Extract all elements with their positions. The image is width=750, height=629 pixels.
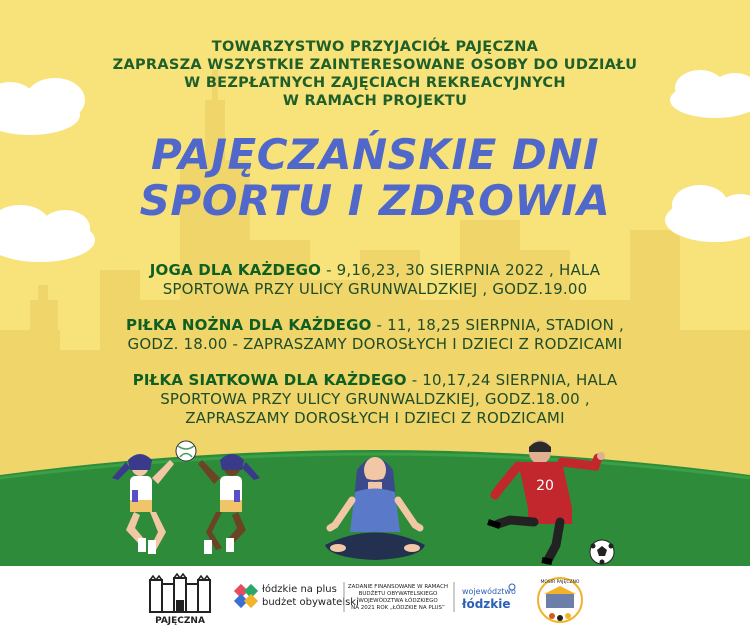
intro-line-1: TOWARZYSTWO PRZYJACIÓŁ PAJĘCZNA <box>211 39 539 55</box>
event-football-name: PIŁKA NOŻNA DLA KAŻDEGO <box>126 316 372 334</box>
intro-line-4: W RAMACH PROJEKTU <box>282 93 468 109</box>
funding-line-3: WOJEWÓDZTWA ŁÓDZKIEGO <box>358 598 438 604</box>
woj-line-1: województwo <box>462 587 516 596</box>
title-line-1: PAJĘCZAŃSKIE DNI <box>150 130 600 179</box>
event-volleyball-line-3: ZAPRASZAMY DOROSŁYCH I DZIECI Z RODZICAMI <box>185 409 565 427</box>
funding-line-1: ZADANIE FINANSOWANE W RAMACH <box>347 584 449 590</box>
event-volleyball-name: PIŁKA SIATKOWA DLA KAŻDEGO <box>132 371 407 389</box>
football-player-illustration <box>488 440 614 565</box>
woj-line-2: łódzkie <box>462 597 511 611</box>
footer-logos <box>0 566 750 629</box>
funding-line-2: BUDŻETU OBYWATELSKIEGO <box>358 591 438 597</box>
event-yoga-line-2: SPORTOWA PRZY ULICY GRUNWALDZKIEJ , GODZ.19.00 <box>162 280 588 298</box>
event-volleyball-line-2: SPORTOWA PRZY ULICY GRUNWALDZKIEJ, GODZ.18.00 , <box>160 390 590 408</box>
event-football-details: - 11, 18,25 SIERPNIA, STADION , <box>371 316 624 334</box>
lodzkie-na-plus-logo <box>234 583 359 608</box>
intro-line-2: ZAPRASZA WSZYSTKIE ZAINTERESOWANE OSOBY DO UDZIAŁU <box>112 57 638 73</box>
event-yoga-details: - 9,16,23, 30 SIERPNIA 2022 , HALA <box>321 261 601 279</box>
event-volleyball-details: - 10,17,24 SIERPNIA, HALA <box>406 371 618 389</box>
yoga-person-illustration <box>325 457 425 560</box>
funding-line-4: NA 2021 ROK „ŁÓDZKIE NA PLUS” <box>351 605 445 611</box>
event-yoga-name: JOGA DLA KAŻDEGO <box>149 261 322 279</box>
lodzkie-brand-line-1: łódzkie na plus <box>262 584 337 595</box>
intro-line-3: W BEZPŁATNYCH ZAJĘCIACH REKREACYJNYCH <box>184 75 566 91</box>
footer-logo-strip <box>0 566 750 629</box>
funding-text <box>348 584 448 611</box>
wojewodztwo-lodzkie-logo <box>461 584 516 611</box>
tpp-castle-logo <box>150 574 210 626</box>
lodzkie-brand-line-2: budżet obywatelski <box>262 597 359 608</box>
title-line-2: SPORTU I ZDROWIA <box>139 176 611 225</box>
jersey-number: 20 <box>536 478 554 494</box>
volleyball-players-illustration <box>112 441 260 554</box>
event-football-line-2: GODZ. 18.00 - ZAPRASZAMY DOROSŁYCH I DZIECI Z RODZICAMI <box>127 335 623 353</box>
mosir-text: MOSIR PAJĘCZNO <box>540 580 580 585</box>
tpp-logo-text: PAJĘCZNA <box>155 616 205 626</box>
mosir-logo <box>538 578 582 622</box>
